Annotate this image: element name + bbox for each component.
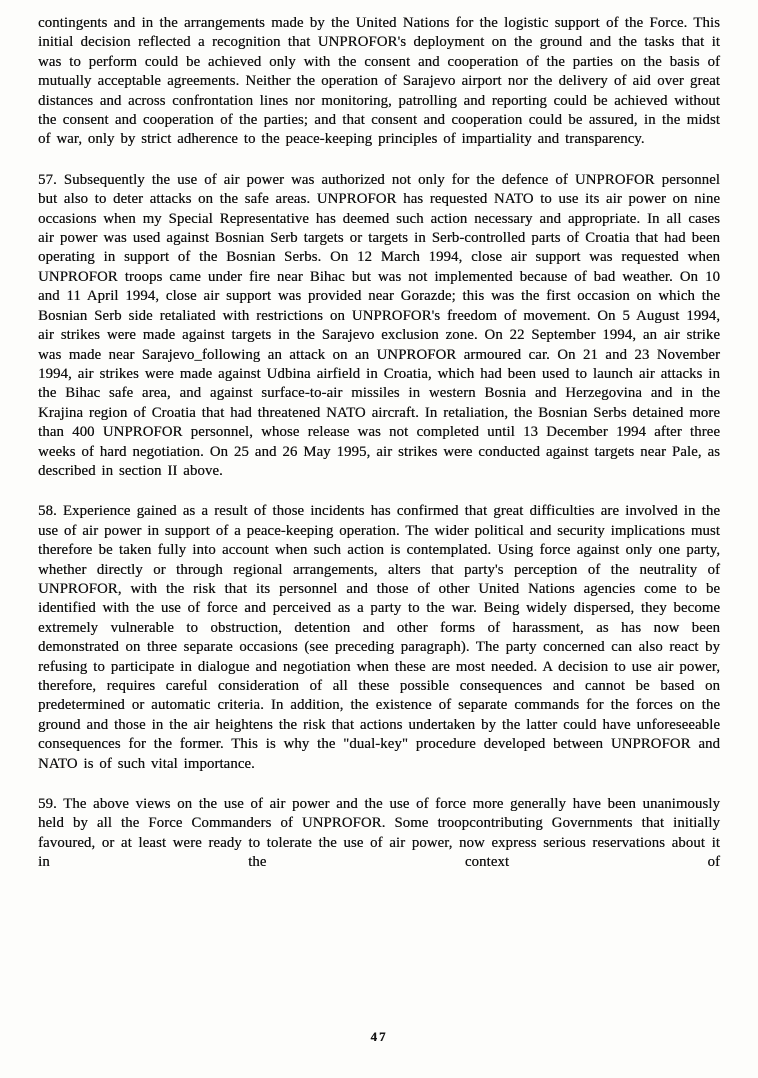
paragraph-continuation: contingents and in the arrangements made by the United Nations for the logistic support of the Force. This initial decision reflected a recognition that UNPROFOR's deployment on the ground and the tasks that it was to perform could be achieved only with the consent and cooperation of the parties on the basis of mutually acceptable agreements. Neither the operation of Sarajevo airport nor the delivery of aid over great distances and across confrontation lines nor monitoring, patrolling and reporting could be achieved without the consent and cooperation of the parties; and that consent and cooperation could be assured, in the midst of war, only by strict adherence to the peace-keeping principles of impartiality and transparency. bbox=[38, 15, 720, 148]
paragraph-59: 59. The above views on the use of air power and the use of force more generally have been unanimously held by all the Force Commanders of UNPROFOR. Some troopcontributing Governments that initially favoured, or at least were ready to tolerate the use of air power, now express serious reservations about it in the context of bbox=[38, 796, 720, 871]
page-number: 47 bbox=[370, 1028, 388, 1044]
paragraph-58: 58. Experience gained as a result of those incidents has confirmed that great difficulties are involved in the use of air power in support of a peace-keeping operation. The wider political and security implications must therefore be taken fully into account when such action is contemplated. Using force against only one party, whether directly or through regional arrangements, alters that party's perception of the neutrality of UNPROFOR, with the risk that its personnel and those of other United Nations agencies come to be identified with the use of force and perceived as a party to the war. Being widely dispersed, they become extremely vulnerable to obstruction, detention and other forms of harassment, as has now been demonstrated on three separate occasions (see preceding paragraph). The party concerned can also react by refusing to participate in dialogue and negotiation when these are most needed. A decision to use air power, therefore, requires careful consideration of all these possible consequences and cannot be based on predetermined or automatic criteria. In addition, the existence of separate commands for the forces on the ground and those in the air heightens the risk that actions undertaken by the latter could have unforeseeable consequences for the former. This is why the "dual-key" procedure developed between UNPROFOR and NATO is of such vital importance. bbox=[38, 503, 720, 772]
paragraph-57: 57. Subsequently the use of air power was authorized not only for the defence of UNPROFOR personnel but also to deter attacks on the safe areas. UNPROFOR has requested NATO to use its air power on nine occasions when my Special Representative has deemed such action necessary and appropriate. In all cases air power was used against Bosnian Serb targets or targets in Serb-controlled parts of Croatia that had been operating in support of the Bosnian Serbs. On 12 March 1994, close air support was requested when UNPROFOR troops came under fire near Bihac but was not implemented because of bad weather. On 10 and 11 April 1994, close air support was provided near Gorazde; this was the first occasion on which the Bosnian Serb side retaliated with restrictions on UNPROFOR's freedom of movement. On 5 August 1994, air strikes were made against targets in the Sarajevo exclusion zone. On 22 September 1994, an air strike was made near Sarajevo_following an attack on an UNPROFOR armoured car. On 21 and 23 November 1994, air strikes were made against Udbina airfield in Croatia, which had been used to launch air attacks in the Bihac safe area, and against surface-to-air missiles in western Bosnia and Herzegovina and in the Krajina region of Croatia that had threatened NATO aircraft. In retaliation, the Bosnian Serbs detained more than 400 UNPROFOR personnel, whose release was not completed until 13 December 1994 after three weeks of hard negotiation. On 25 and 26 May 1995, air strikes were conducted against targets near Pale, as described in section II above. bbox=[38, 171, 720, 479]
